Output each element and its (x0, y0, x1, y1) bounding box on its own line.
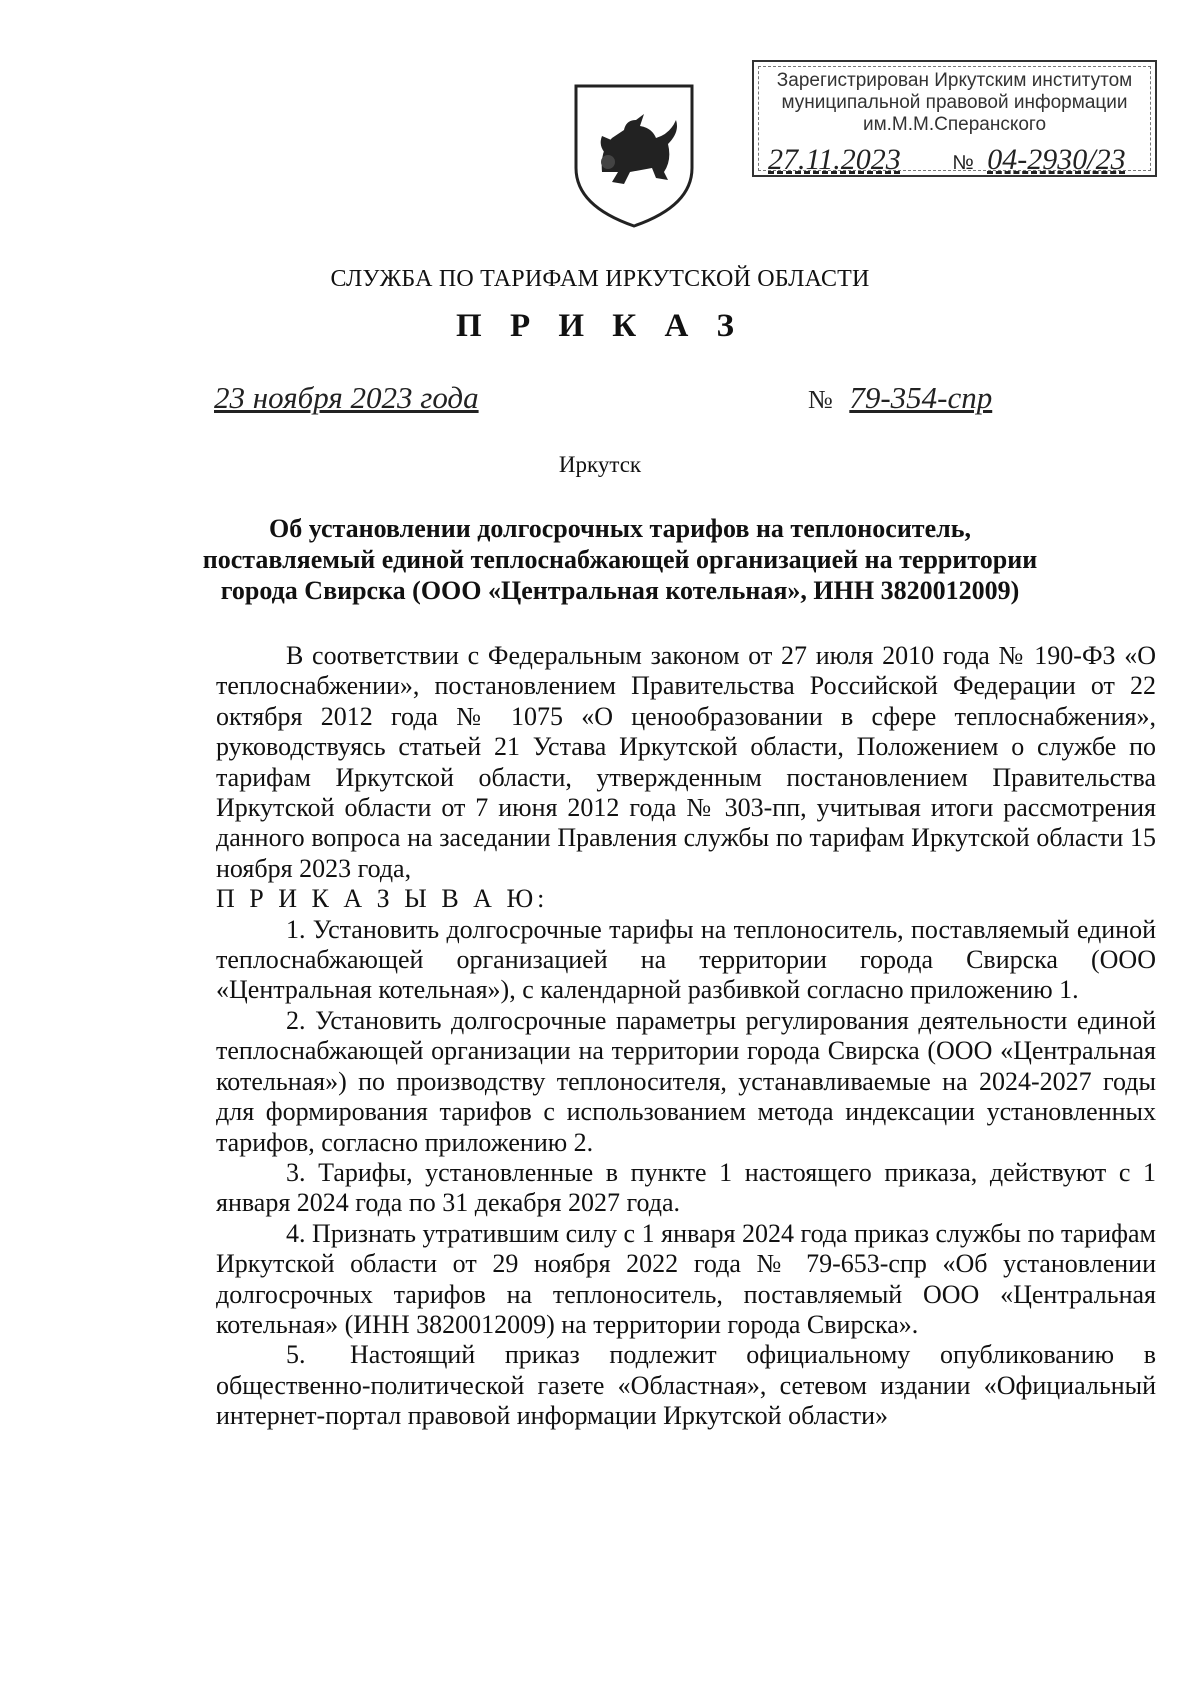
item-5-paragraph (216, 1340, 1156, 1431)
preamble-paragraph: В соответствии с Федеральным законом от 27 июля 2010 года № 190-ФЗ «О теплоснабжении», постановлением Правительства Российской Федерации от 22 октября 2012 года № 1075 «О ценообразовании в сфере теплоснабжения», руководствуясь статьей 21 Устава Иркутской области, Положением о службе по тарифам Иркутской области, утвержденным постановлением Правительства Иркутской области от 7 июня 2012 года № 303-пп, учитывая итоги рассмотрения данного вопроса на заседании Правления службы по тарифам Иркутской области 15 ноября 2023 года, (216, 641, 1156, 883)
city-name: Иркутск (558, 452, 642, 477)
document-body (216, 641, 1156, 1432)
order-number-label: № (808, 385, 833, 414)
stamp-line-1: Зарегистрирован Иркутским институтом (776, 70, 1133, 91)
stamp-date: 27.11.2023 (768, 143, 901, 176)
stamp-number: 04-2930/23 (987, 143, 1126, 176)
order-date: 23 ноября 2023 года (214, 380, 479, 415)
order-number-line (808, 380, 992, 416)
item-2-paragraph: 2. Установить долгосрочные параметры регулирования деятельности единой теплоснабжающей организации на территории города Свирска (ООО «Центральная котельная») по производству теплоносителя, устанавливаемые на 2024-2027 годы для формирования тарифов с использованием метода индексации установленных тарифов, согласно приложению 2. (216, 1005, 1156, 1157)
document-type: П Р И К А З (456, 308, 744, 344)
stamp-line-2: муниципальной правовой информации (781, 92, 1128, 113)
order-number: 79-354-спр (849, 380, 993, 415)
item-3-paragraph: 3. Тарифы, установленные в пункте 1 настоящего приказа, действуют с 1 января 2024 года по 31 декабря 2027 года. (216, 1157, 1156, 1218)
item-1-paragraph: 1. Установить долгосрочные тарифы на теплоноситель, поставляемый единой теплоснабжающей организацией на территории города Свирска (ООО «Центральная котельная»), с календарной разбивкой согласно приложению 1. (216, 914, 1156, 1005)
registration-stamp (752, 60, 1157, 177)
stamp-line-3: им.М.М.Сперанского (862, 114, 1047, 135)
item-4-paragraph: 4. Признать утратившим силу с 1 января 2024 года приказ службы по тарифам Иркутской области от 29 ноября 2022 года № 79-653-спр «Об установлении долгосрочных тарифов на теплоноситель, поставляемый ООО «Центральная котельная» (ИНН 3820012009) на территории города Свирска». (216, 1218, 1156, 1339)
stamp-number-label: № (952, 152, 974, 174)
item-5-number: 5. (286, 1340, 306, 1370)
order-word: П Р И К А З Ы В А Ю: (216, 884, 549, 914)
stamp-handwritten-row (754, 142, 1155, 181)
agency-name: СЛУЖБА ПО ТАРИФАМ ИРКУТСКОЙ ОБЛАСТИ (330, 266, 870, 292)
item-5-text: Настоящий приказ подлежит официальному опубликованию в общественно-политической газете «Областная», сетевом издании «Официальный интернет-портал правовой информации Иркутской области» (216, 1340, 1156, 1431)
document-title: Об установлении долгосрочных тарифов на теплоноситель, поставляемый единой теплоснабжающей организацией на территории города Свирска (ООО «Центральная котельная», ИНН 3820012009) (202, 514, 1038, 605)
coat-of-arms-emblem (572, 80, 696, 230)
